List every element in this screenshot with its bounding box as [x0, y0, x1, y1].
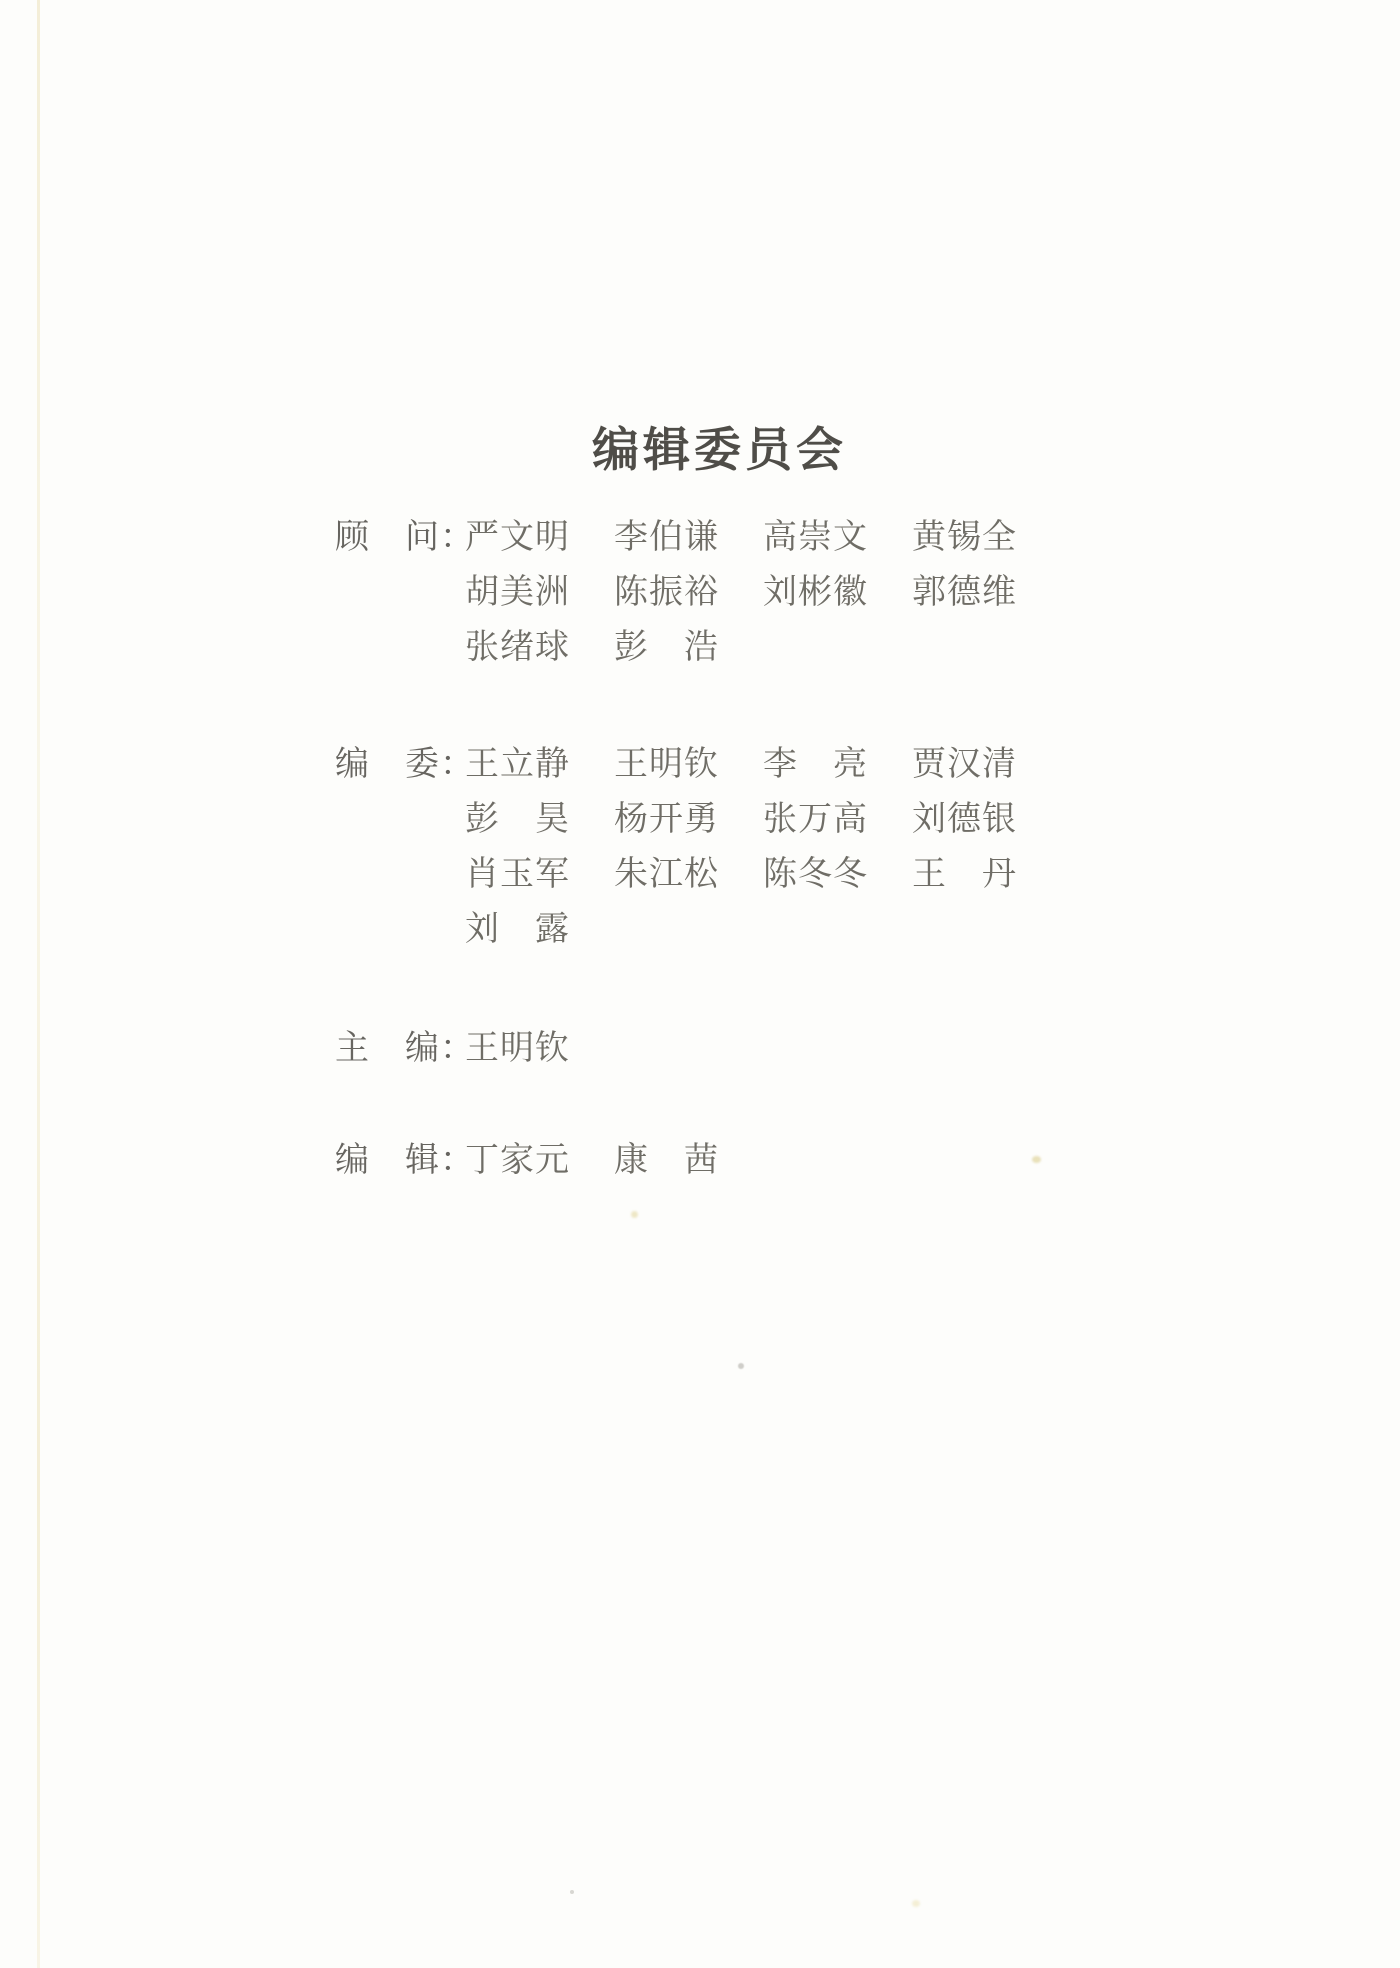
committee-member-name: 张绪球	[465, 629, 570, 666]
name-row	[465, 620, 1020, 675]
section-label: 编 委：	[335, 746, 475, 783]
committee-member-name: 陈振裕	[614, 574, 719, 611]
committee-member-name: 黄锡全	[912, 519, 1017, 556]
committee-member-name: 李伯谦	[614, 519, 719, 556]
committee-member-name: 郭德维	[912, 574, 1017, 611]
name-row	[465, 510, 1020, 565]
scan-speck	[631, 1211, 638, 1218]
section-label: 顾 问：	[335, 519, 475, 556]
committee-member-name: 朱江松	[614, 856, 719, 893]
committee-member-name: 王 丹	[912, 856, 1017, 893]
name-row	[465, 902, 1020, 957]
name-row	[465, 737, 1020, 792]
committee-member-name: 杨开勇	[614, 801, 719, 838]
committee-member-name: 高崇文	[763, 519, 868, 556]
name-row	[465, 847, 1020, 902]
committee-member-name: 康 茜	[614, 1142, 719, 1179]
committee-member-name: 张万高	[763, 801, 868, 838]
committee-member-name: 彭 浩	[614, 629, 719, 666]
name-rows	[465, 1021, 573, 1076]
committee-member-name: 陈冬冬	[763, 856, 868, 893]
page-title: 编辑委员会	[592, 425, 847, 478]
name-row	[465, 1021, 573, 1076]
scan-crease-line	[37, 0, 40, 1968]
committee-member-name: 丁家元	[465, 1142, 570, 1179]
committee-member-name: 刘 露	[465, 911, 570, 948]
name-rows	[465, 510, 1020, 675]
name-row	[465, 1133, 722, 1188]
committee-member-name: 李 亮	[763, 746, 868, 783]
name-rows	[465, 737, 1020, 957]
committee-member-name: 彭 昊	[465, 801, 570, 838]
scan-speck	[1032, 1156, 1041, 1163]
scan-speck	[912, 1900, 920, 1907]
scan-speck	[570, 1890, 574, 1894]
committee-member-name: 严文明	[465, 519, 570, 556]
section-label: 主 编：	[335, 1030, 475, 1067]
name-row	[465, 565, 1020, 620]
committee-member-name: 王明钦	[614, 746, 719, 783]
section-label: 编 辑：	[335, 1142, 475, 1179]
committee-member-name: 刘德银	[912, 801, 1017, 838]
committee-member-name: 胡美洲	[465, 574, 570, 611]
scan-speck	[738, 1363, 744, 1369]
committee-member-name: 王明钦	[465, 1030, 570, 1067]
committee-member-name: 贾汉清	[912, 746, 1017, 783]
committee-member-name: 肖玉军	[465, 856, 570, 893]
committee-member-name: 刘彬徽	[763, 574, 868, 611]
name-row	[465, 792, 1020, 847]
committee-member-name: 王立静	[465, 746, 570, 783]
name-rows	[465, 1133, 722, 1188]
